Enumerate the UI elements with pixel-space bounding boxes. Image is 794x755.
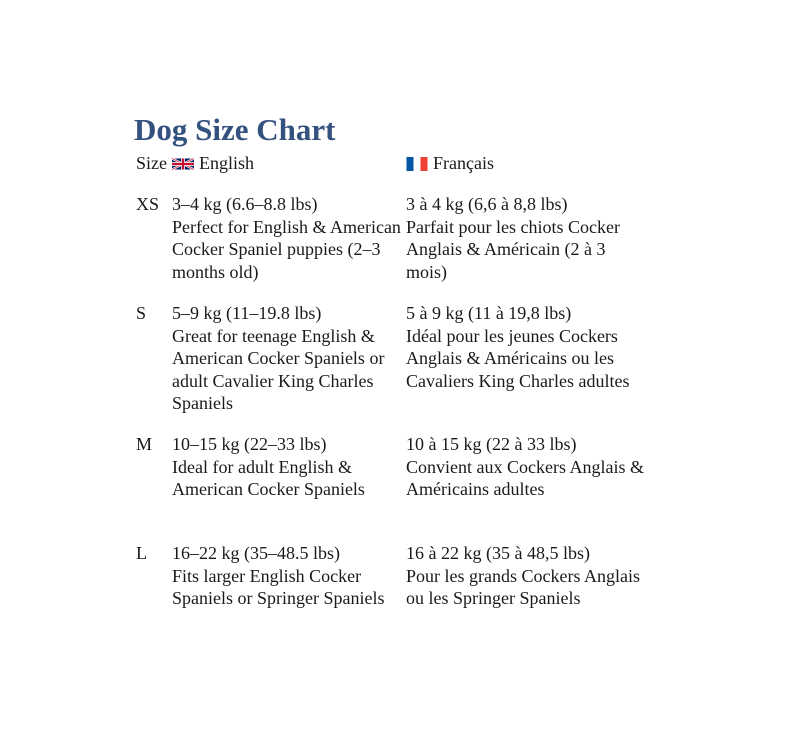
english-description: Ideal for adult English & American Cocker Spaniels (172, 456, 365, 499)
french-description: Idéal pour les jeunes Cockers Anglais & Américains ou les Cavaliers King Charles adultes (406, 325, 630, 391)
size-column-label: Size (136, 153, 167, 173)
french-cell (406, 302, 646, 392)
size-code: S (136, 303, 147, 323)
size-code: L (136, 543, 147, 563)
french-cell (406, 433, 646, 501)
english-column-header (172, 152, 254, 174)
french-description: Parfait pour les chiots Cocker Anglais & Américain (2 à 3 mois) (406, 216, 620, 282)
english-description: Perfect for English & American Cocker Spaniel puppies (2–3 months old) (172, 216, 401, 282)
french-weight: 3 à 4 kg (6,6 à 8,8 lbs) (406, 194, 568, 214)
french-weight: 16 à 22 kg (35 à 48,5 lbs) (406, 543, 590, 563)
french-column-label: Français (433, 153, 494, 173)
english-cell (172, 433, 404, 501)
french-weight: 10 à 15 kg (22 à 33 lbs) (406, 434, 577, 454)
english-weight: 5–9 kg (11–19.8 lbs) (172, 303, 322, 323)
size-code: XS (136, 194, 160, 214)
french-cell (406, 542, 646, 610)
english-column-label: English (199, 153, 255, 173)
english-cell (172, 542, 404, 610)
size-code: M (136, 434, 153, 454)
france-flag-icon (406, 157, 428, 171)
english-cell (172, 302, 404, 415)
french-description: Convient aux Cockers Anglais & Américains adultes (406, 456, 644, 499)
english-weight: 3–4 kg (6.6–8.8 lbs) (172, 194, 318, 214)
english-weight: 10–15 kg (22–33 lbs) (172, 434, 327, 454)
page-title: Dog Size Chart (134, 112, 336, 147)
english-cell (172, 193, 404, 283)
column-header (0, 152, 794, 176)
french-column-header (406, 152, 494, 174)
uk-flag-icon (172, 157, 194, 171)
french-cell (406, 193, 646, 283)
english-weight: 16–22 kg (35–48.5 lbs) (172, 543, 340, 563)
english-description: Great for teenage English & American Cocker Spaniels or adult Cavalier King Charles Spaniels (172, 325, 385, 413)
english-description: Fits larger English Cocker Spaniels or Springer Spaniels (172, 565, 385, 608)
french-weight: 5 à 9 kg (11 à 19,8 lbs) (406, 303, 572, 323)
french-description: Pour les grands Cockers Anglais ou les Springer Spaniels (406, 565, 640, 608)
